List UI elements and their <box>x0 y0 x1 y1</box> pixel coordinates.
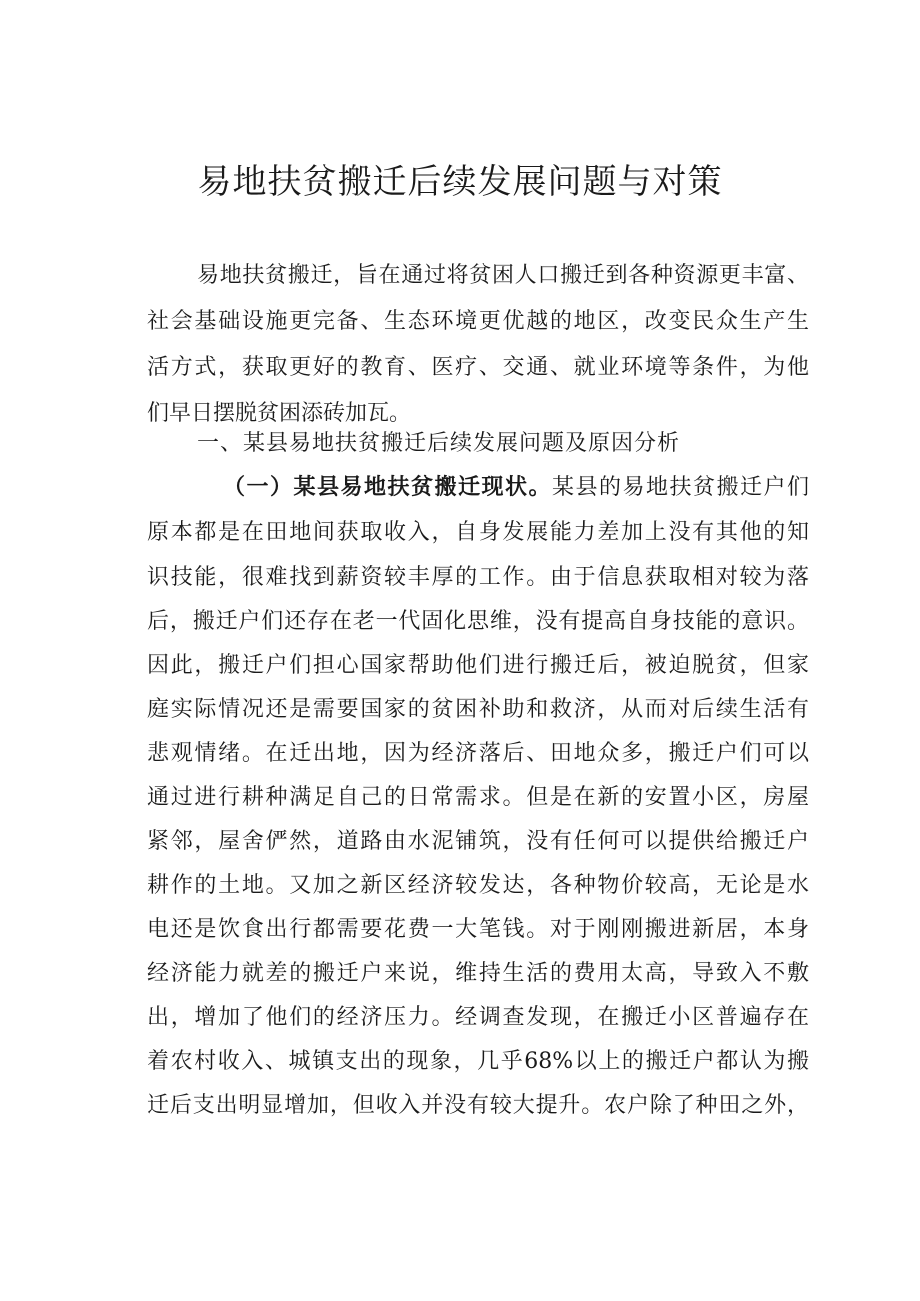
body-line-10: 电还是饮食出行都需要花费一大笔钱。对于刚刚搬进新居，本身 <box>147 917 809 942</box>
body-line-13: 着农村收入、城镇支出的现象，几乎68%以上的搬迁户都认为搬 <box>147 1049 809 1074</box>
section-heading: 一、某县易地扶贫搬迁后续发展问题及原因分析 <box>197 431 681 456</box>
subsection-first-line <box>223 472 809 504</box>
intro-line-2: 社会基础设施更完备、生态环境更优越的地区，改变民众生产生 <box>147 309 809 334</box>
body-line-6: 悲观情绪。在迁出地，因为经济落后、田地众多，搬迁户们可以 <box>147 741 809 766</box>
body-line-9: 耕作的土地。又加之新区经济较发达，各种物价较高，无论是水 <box>147 873 809 898</box>
body-line-7: 通过进行耕种满足自己的日常需求。但是在新的安置小区，房屋 <box>147 785 809 810</box>
subsection-heading: （一）某县易地扶贫搬迁现状。 <box>223 475 552 500</box>
intro-line-4: 们早日摆脱贫困添砖加瓦。 <box>147 401 412 426</box>
body-line-4: 因此，搬迁户们担心国家帮助他们进行搬迁后，被迫脱贫，但家 <box>147 653 809 678</box>
body-line-11: 经济能力就差的搬迁户来说，维持生活的费用太高，导致入不敷 <box>147 961 809 986</box>
body-line-8: 紧邻，屋舍俨然，道路由水泥铺筑，没有任何可以提供给搬迁户 <box>147 829 809 854</box>
document-title: 易地扶贫搬迁后续发展问题与对策 <box>197 162 723 202</box>
body-line-1: 原本都是在田地间获取收入，自身发展能力差加上没有其他的知 <box>147 520 809 545</box>
intro-line-3: 活方式，获取更好的教育、医疗、交通、就业环境等条件，为他 <box>147 355 809 380</box>
body-line-5: 庭实际情况还是需要国家的贫困补助和救济，从而对后续生活有 <box>147 697 809 722</box>
intro-line-1: 易地扶贫搬迁，旨在通过将贫困人口搬迁到各种资源更丰富、 <box>197 263 809 288</box>
body-line-14: 迁后支出明显增加，但收入并没有较大提升。农户除了种田之外， <box>147 1093 809 1118</box>
body-line-12: 出，增加了他们的经济压力。经调查发现，在搬迁小区普遍存在 <box>147 1005 809 1030</box>
body-line-2: 识技能，很难找到薪资较丰厚的工作。由于信息获取相对较为落 <box>147 565 809 590</box>
subsection-first-line-text: 某县的易地扶贫搬迁户们 <box>551 475 809 500</box>
body-line-3: 后，搬迁户们还存在老一代固化思维，没有提高自身技能的意识。 <box>147 609 809 634</box>
